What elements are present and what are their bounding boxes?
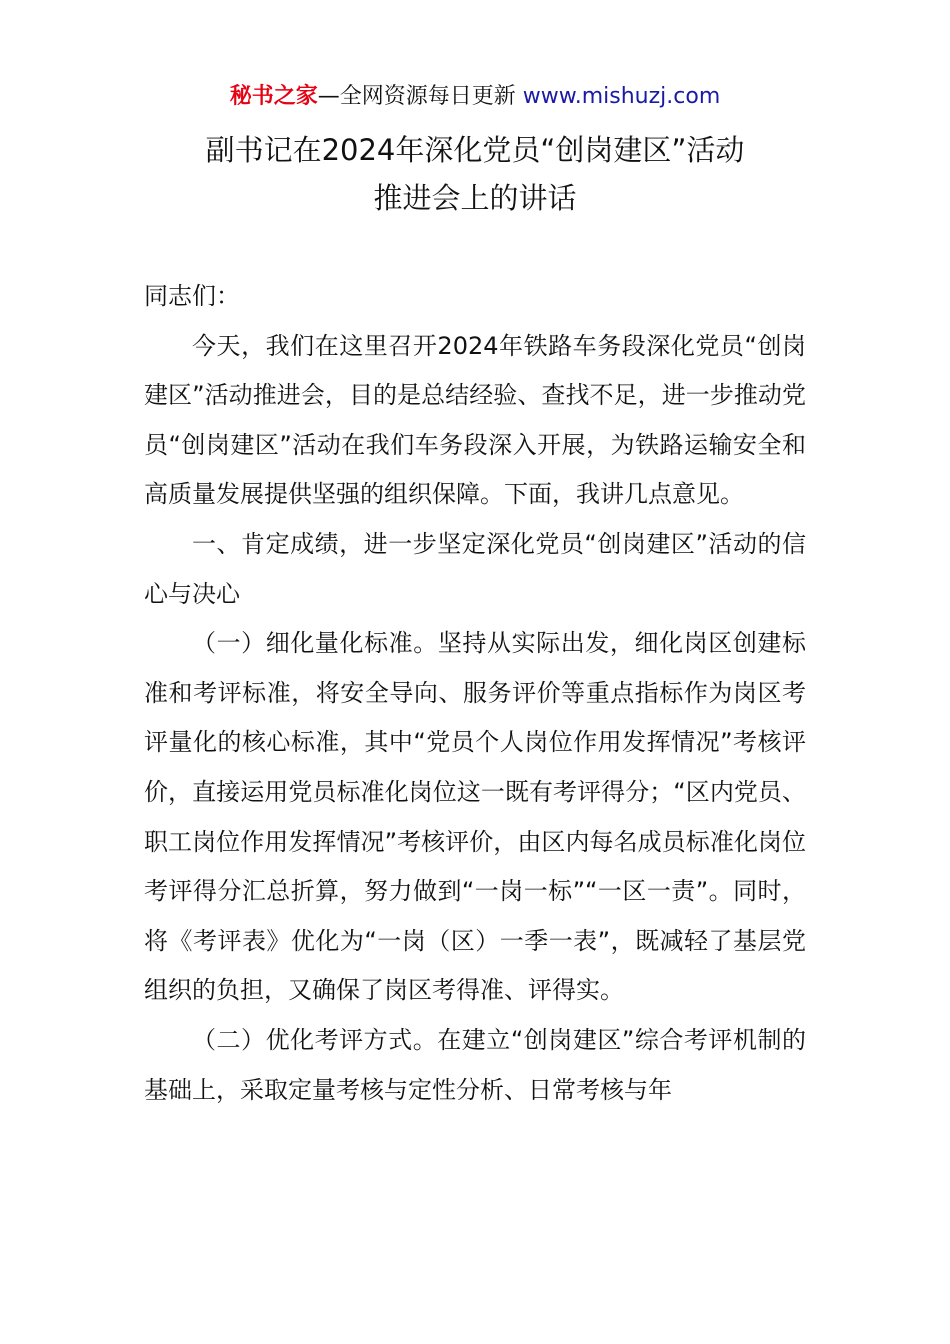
paragraph-subsection-2: （二）优化考评方式。在建立“创岗建区”综合考评机制的基础上，采取定量考核与定性分析、日常考核与年 <box>144 1025 806 1104</box>
paragraph-intro: 今天，我们在这里召开2024年铁路车务段深化党员“创岗建区”活动推进会，目的是总结经验、查找不足，进一步推动党员“创岗建区”活动在我们车务段深入开展，为铁路运输安全和高质量发展提供坚强的组织保障。下面，我讲几点意见。 <box>144 331 806 509</box>
site-url-link[interactable]: www.mishuzj.com <box>522 84 721 109</box>
site-brand: 秘书之家 <box>229 84 318 109</box>
title-line-1: 副书记在2024年深化党员“创岗建区”活动 <box>205 133 745 167</box>
paragraph-subsection-1: （一）细化量化标准。坚持从实际出发，细化岗区创建标准和考评标准，将安全导向、服务评价等重点指标作为岗区考评量化的核心标准，其中“党员个人岗位作用发挥情况”考核评价，直接运用党员标准化岗位这一既有考评得分；“区内党员、职工岗位作用发挥情况”考核评价，由区内每名成员标准化岗位考评得分汇总折算，努力做到“一岗一标”“一区一责”。同时，将《考评表》优化为“一岗（区）一季一表”，既减轻了基层党组织的负担，又确保了岗区考得准、评得实。 <box>144 629 806 1005</box>
section-heading-1: 一、肯定成绩，进一步坚定深化党员“创岗建区”活动的信心与决心 <box>144 529 806 608</box>
title-line-2: 推进会上的讲话 <box>373 181 577 215</box>
document-body <box>144 272 806 1115</box>
document-title <box>0 126 950 222</box>
site-tagline: —全网资源每日更新 <box>317 84 523 109</box>
salutation: 同志们： <box>144 282 240 310</box>
site-header <box>0 80 950 114</box>
